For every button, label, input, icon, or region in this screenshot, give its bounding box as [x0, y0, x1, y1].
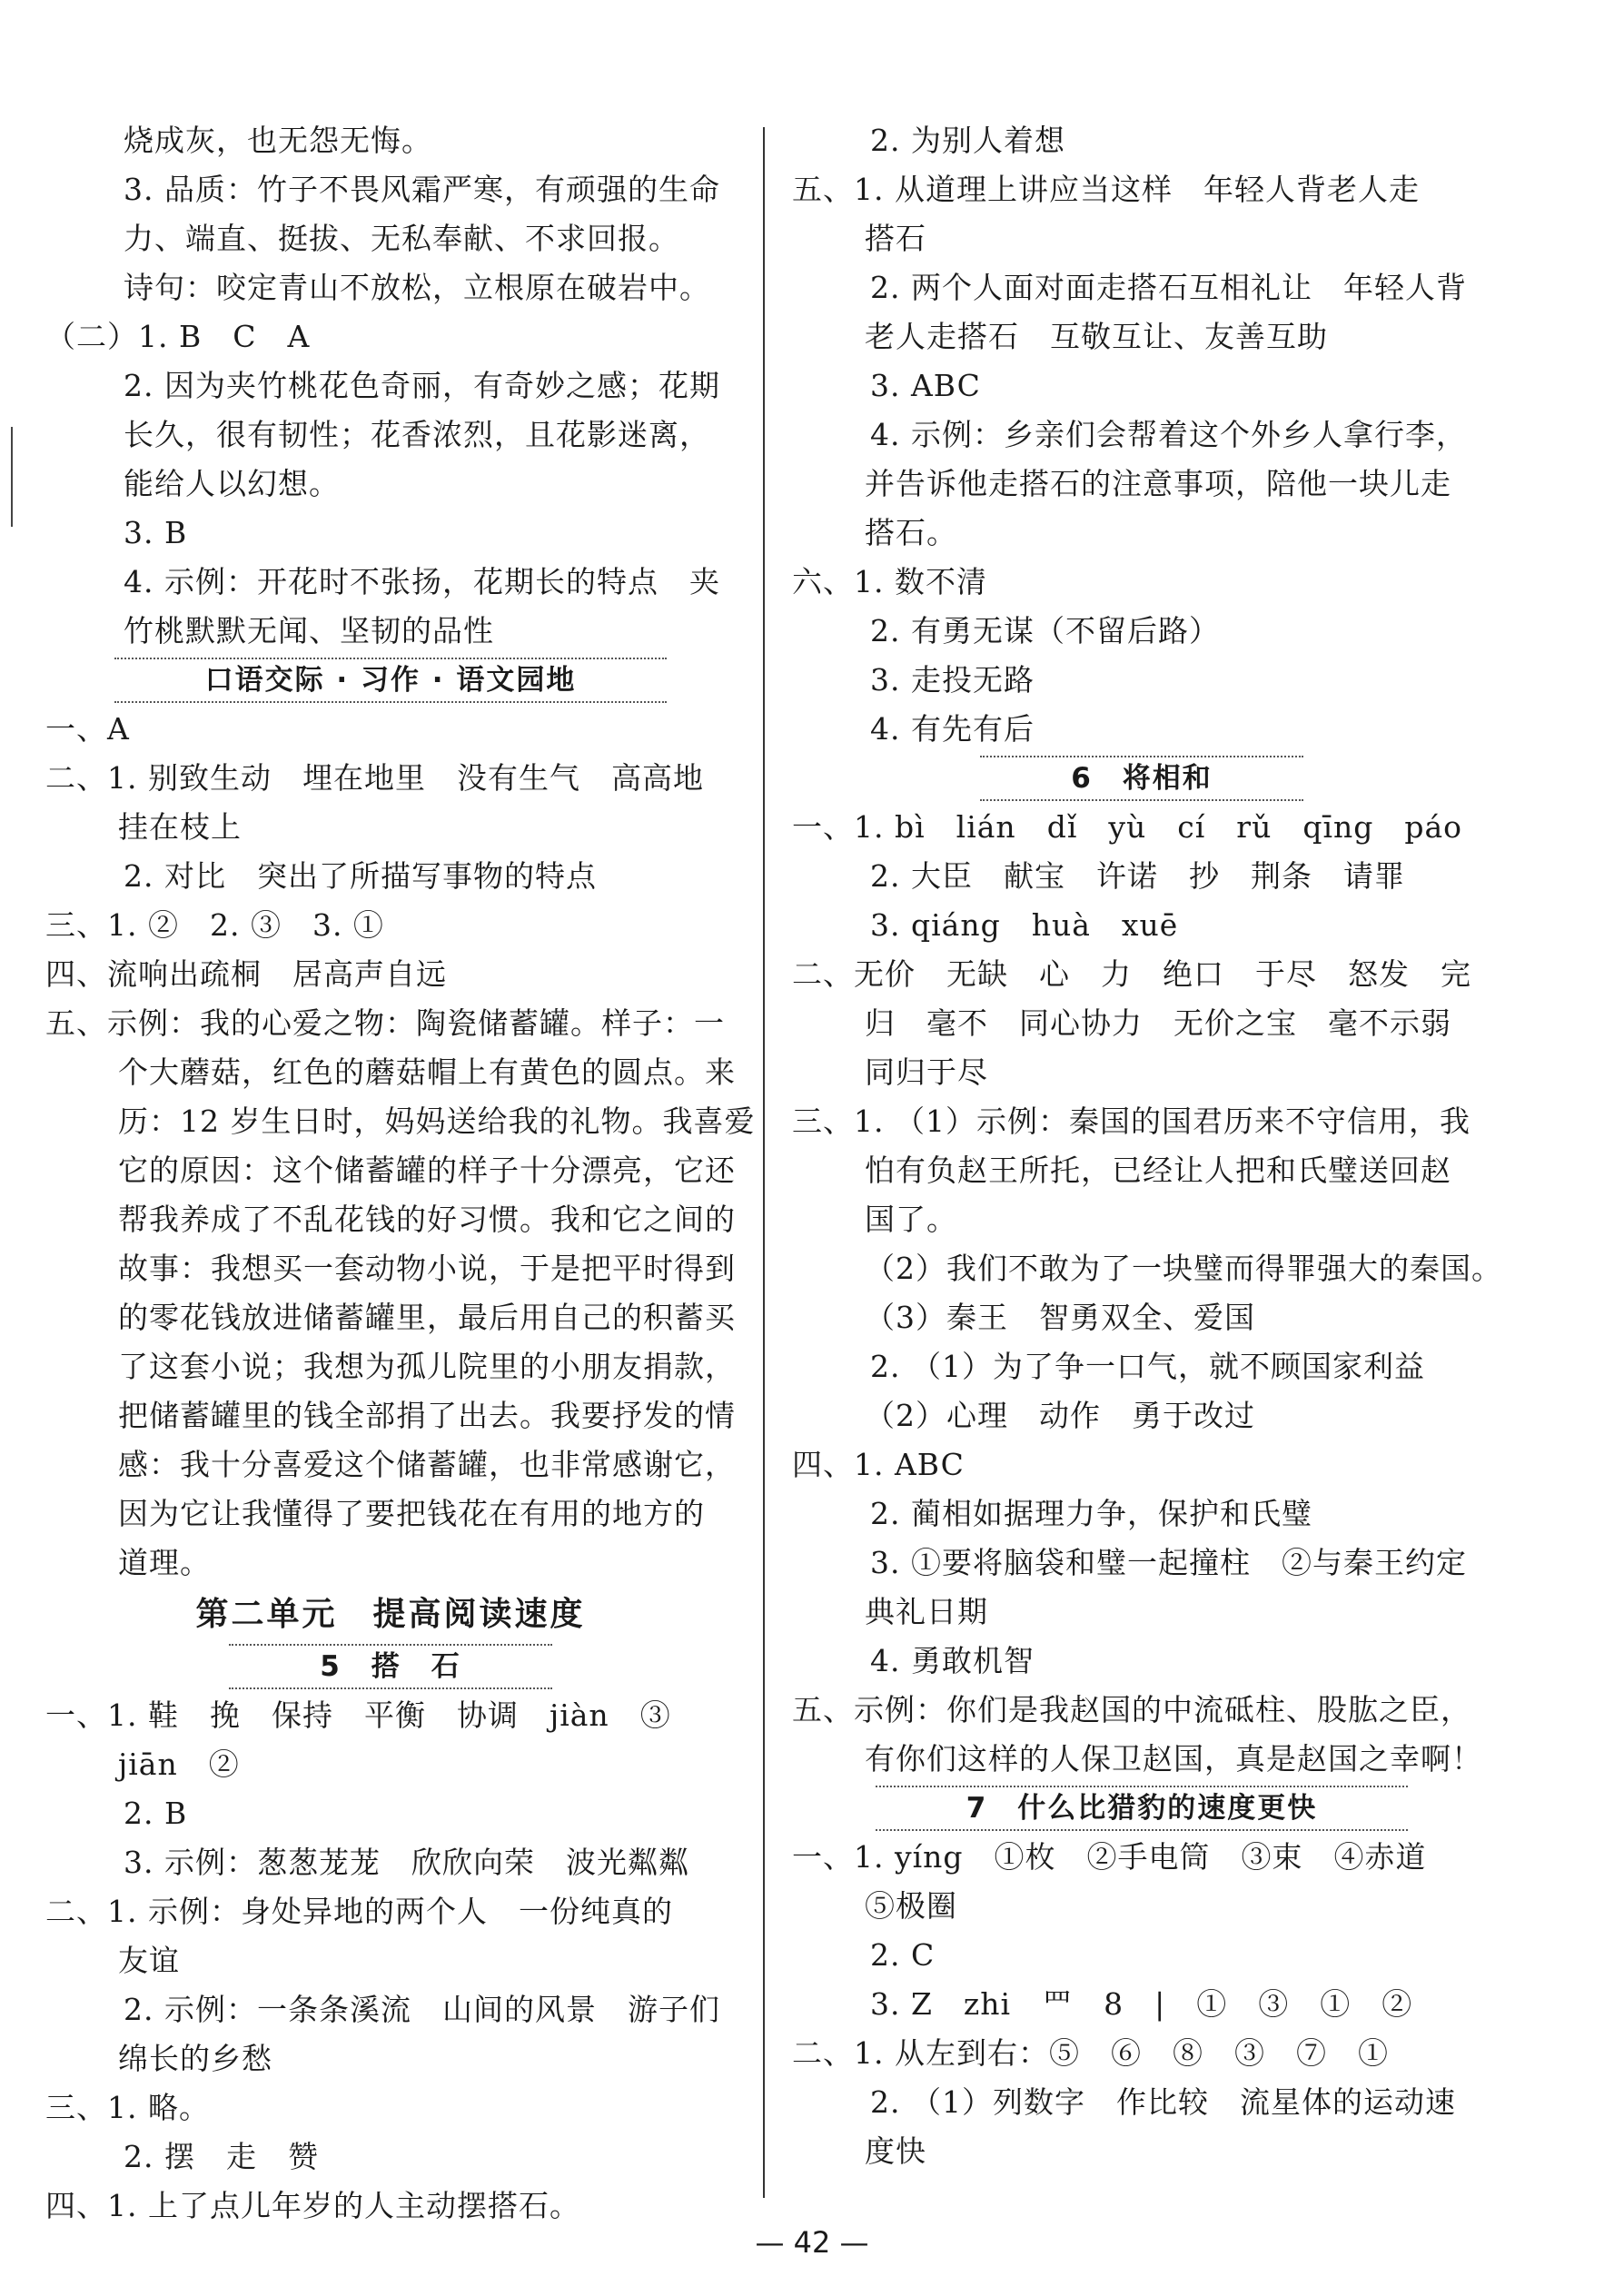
right-column: [792, 116, 1502, 2176]
answer-line: 典礼日期: [865, 1594, 988, 1629]
section-heading: [792, 754, 1491, 803]
answer-line: 个大蘑菇，红色的蘑菇帽上有黄色的圆点。来: [118, 1054, 736, 1090]
answer-line: 了这套小说；我想为孤儿院里的小朋友捐款，: [118, 1349, 736, 1384]
answer-line: 4. 有先有后: [870, 711, 1035, 747]
answer-line: 3. 品质：竹子不畏风霜严寒，有顽强的生命: [124, 172, 720, 207]
answer-line: 2. 蔺相如据理力争，保护和氏璧: [870, 1496, 1312, 1531]
answer-line: 国了。: [865, 1202, 957, 1237]
answer-line: 一、A: [45, 711, 130, 747]
answer-line: 它的原因：这个储蓄罐的样子十分漂亮，它还: [118, 1153, 736, 1188]
answer-line: jiān ②: [118, 1747, 240, 1782]
section-heading-text: 5 搭 石: [229, 1644, 552, 1689]
answer-line: 诗句：咬定青山不放松，立根原在破岩中。: [124, 270, 710, 305]
answer-line: 六、1. 数不清: [792, 564, 987, 599]
answer-line: （二）1. B C A: [45, 319, 311, 354]
answer-line: 四、流响出疏桐 居高声自远: [45, 956, 447, 992]
answer-line: 长久，很有韧性；花香浓烈，且花影迷离，: [124, 417, 710, 452]
answer-line: 怕有负赵王所托，已经让人把和氏璧送回赵: [865, 1153, 1451, 1188]
answer-line: 感：我十分喜爱这个储蓄罐，也非常感谢它，: [118, 1447, 736, 1482]
page-number: — 42 —: [755, 2225, 869, 2260]
answer-line: 历：12 岁生日时，妈妈送给我的礼物。我喜爱: [118, 1103, 756, 1139]
answer-line: 友谊: [118, 1943, 180, 1978]
answer-line: 烧成灰，也无怨无悔。: [124, 123, 432, 158]
answer-line: 2. C: [870, 1937, 936, 1973]
answer-line: 2. 摆 走 赞: [124, 2139, 319, 2174]
answer-line: 把储蓄罐里的钱全部捐了出去。我要抒发的情: [118, 1398, 736, 1433]
answer-line: 二、1. 示例：身处异地的两个人 一份纯真的: [45, 1894, 673, 1929]
answer-line: 力、端直、挺拔、无私奉献、不求回报。: [124, 221, 679, 256]
answer-line: 3. ABC: [870, 368, 981, 403]
answer-line: 一、1. yíng ①枚 ②手电筒 ③束 ④赤道: [792, 1839, 1427, 1875]
section-heading-text: 口语交际 · 习作 · 语文园地: [114, 658, 668, 703]
answer-line: 3. 示例：葱葱茏茏 欣欣向荣 波光粼粼: [124, 1845, 689, 1880]
answer-line: 同归于尽: [865, 1054, 988, 1090]
answer-line: 4. 示例：乡亲们会帮着这个外乡人拿行李，: [870, 417, 1467, 452]
answer-line: 3. ①要将脑袋和璧一起撞柱 ②与秦王约定: [870, 1545, 1467, 1580]
left-column: [45, 116, 756, 2231]
section-heading: [45, 656, 736, 705]
answer-line: 4. 勇敢机智: [870, 1643, 1035, 1678]
answer-line: 3. 走投无路: [870, 662, 1035, 698]
answer-line: 五、1. 从道理上讲应当这样 年轻人背老人走: [792, 172, 1420, 207]
answer-line: 三、1. 略。: [45, 2090, 210, 2125]
answer-line: 帮我养成了不乱花钱的好习惯。我和它之间的: [118, 1202, 736, 1237]
answer-line: 3. qiáng huà xuē: [870, 907, 1179, 943]
answer-line: 2. 有勇无谋（不留后路）: [870, 613, 1220, 648]
answer-line: 的零花钱放进储蓄罐里，最后用自己的积蓄买: [118, 1300, 736, 1335]
section-heading-text: 7 什么比猎豹的速度更快: [876, 1786, 1409, 1831]
answer-line: 一、1. bì lián dǐ yù cí rǔ qīng páo: [792, 809, 1463, 845]
answer-line: 道理。: [118, 1545, 211, 1580]
answer-line: 2. B: [124, 1796, 188, 1831]
answer-line: （2）心理 动作 勇于改过: [865, 1398, 1255, 1433]
answer-line: 2. （1）列数字 作比较 流星体的运动速: [870, 2084, 1456, 2120]
answer-line: 2. 因为夹竹桃花色奇丽，有奇妙之感；花期: [124, 368, 720, 403]
answer-line: 3. B: [124, 515, 188, 550]
section-heading: [792, 1784, 1491, 1833]
answer-line: 2. 为别人着想: [870, 123, 1065, 158]
answer-line: 归 毫不 同心协力 无价之宝 毫不示弱: [865, 1005, 1451, 1041]
answer-line: 三、1. （1）示例：秦国的国君历来不守信用，我: [792, 1103, 1471, 1139]
answer-line: 2. 对比 突出了所描写事物的特点: [124, 858, 597, 894]
answer-line: 有你们这样的人保卫赵国，真是赵国之幸啊！: [865, 1741, 1482, 1776]
answer-line: （3）秦王 智勇双全、爱国: [865, 1300, 1255, 1335]
answer-line: 四、1. 上了点儿年岁的人主动摆搭石。: [45, 2188, 580, 2223]
answer-line: 2. （1）为了争一口气，就不顾国家利益: [870, 1349, 1425, 1384]
answer-line: 五、示例：我的心爱之物：陶瓷储蓄罐。样子：一: [45, 1005, 725, 1041]
answer-line: 3. Z zhi 罒 8 | ① ③ ① ②: [870, 1986, 1413, 2022]
answer-line: 2. 示例：一条条溪流 山间的风景 游子们: [124, 1992, 720, 2027]
answer-line: 三、1. ② 2. ③ 3. ①: [45, 907, 384, 943]
answer-line: ⑤极圈: [865, 1888, 957, 1924]
margin-mark: [11, 427, 13, 527]
answer-line: 能给人以幻想。: [124, 466, 340, 501]
answer-line: 搭石: [865, 221, 926, 256]
answer-line: （2）我们不敢为了一块璧而得罪强大的秦国。: [865, 1251, 1502, 1286]
section-heading-text: 6 将相和: [980, 756, 1303, 801]
section-heading: [45, 1642, 736, 1691]
answer-line: 4. 示例：开花时不张扬，花期长的特点 夹: [124, 564, 720, 599]
answer-line: 老人走搭石 互敬互让、友善互助: [865, 319, 1328, 354]
answer-line: 度快: [865, 2133, 926, 2169]
answer-line: 二、无价 无缺 心 力 绝口 于尽 怒发 完: [792, 956, 1471, 992]
answer-line: 二、1. 别致生动 埋在地里 没有生气 高高地: [45, 760, 704, 796]
answer-line: 竹桃默默无闻、坚韧的品性: [124, 613, 494, 648]
unit-title: 第二单元 提高阅读速度: [195, 1596, 586, 1633]
answer-line: 并告诉他走搭石的注意事项，陪他一块儿走: [865, 466, 1451, 501]
answer-line: 二、1. 从左到右：⑤ ⑥ ⑧ ③ ⑦ ①: [792, 2035, 1389, 2071]
answer-line: 2. 大臣 献宝 许诺 抄 荆条 请罪: [870, 858, 1405, 894]
answer-line: 因为它让我懂得了要把钱花在有用的地方的: [118, 1496, 705, 1531]
answer-line: 一、1. 鞋 挽 保持 平衡 协调 jiàn ③: [45, 1697, 671, 1733]
answer-line: 2. 两个人面对面走搭石互相礼让 年轻人背: [870, 270, 1467, 305]
answer-line: 五、示例：你们是我赵国的中流砥柱、股肱之臣，: [792, 1692, 1471, 1727]
answer-line: 搭石。: [865, 515, 957, 550]
answer-line: 故事：我想买一套动物小说，于是把平时得到: [118, 1251, 736, 1286]
column-divider: [763, 127, 765, 2198]
answer-line: 挂在枝上: [118, 809, 242, 845]
answer-line: 绵长的乡愁: [118, 2041, 272, 2076]
answer-line: 四、1. ABC: [792, 1447, 965, 1482]
